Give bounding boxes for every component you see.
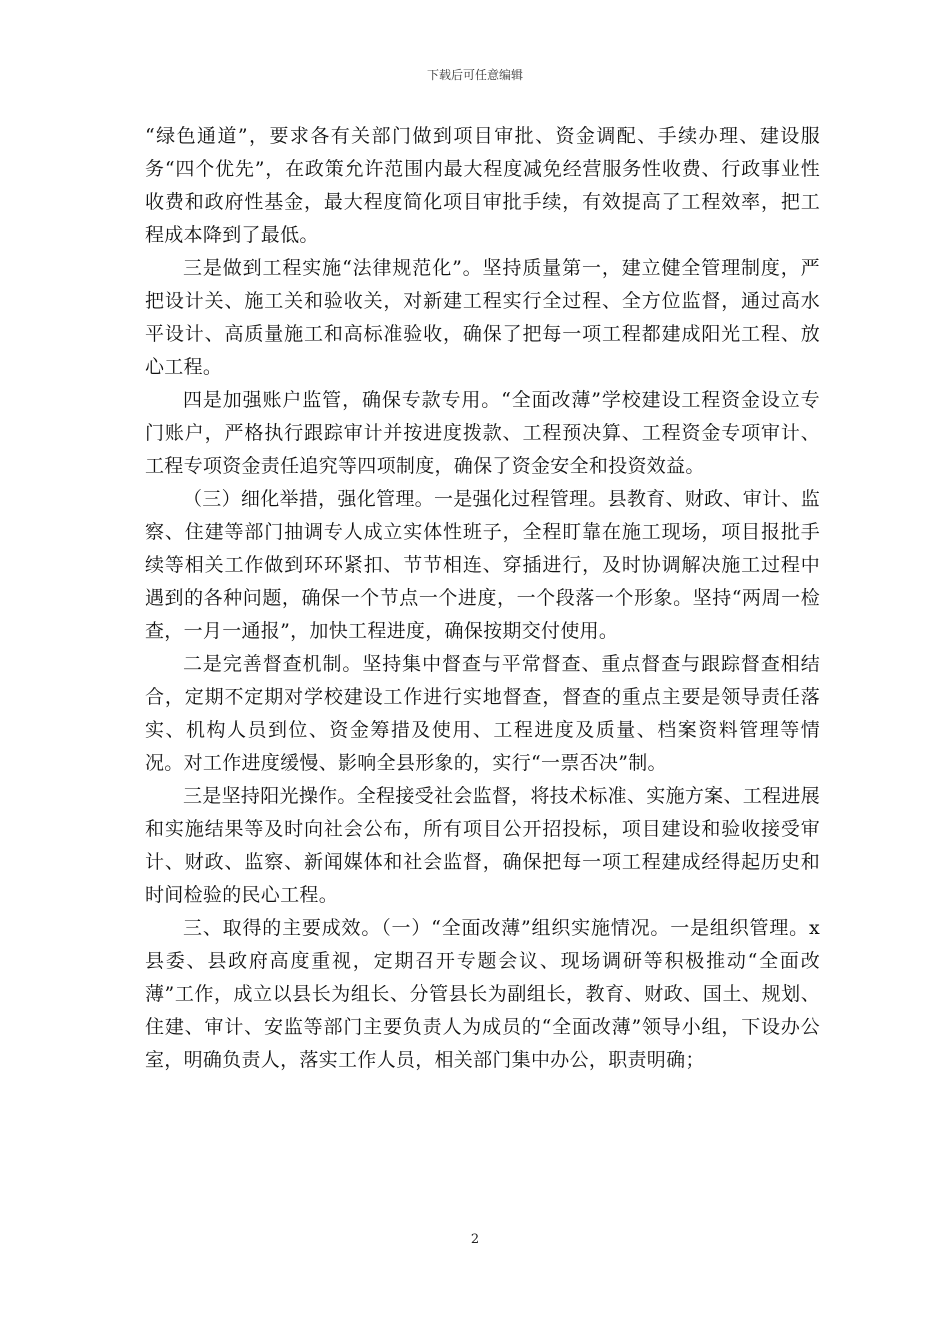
paragraph-green-channel: “绿色通道”，要求各有关部门做到项目审批、资金调配、手续办理、建设服务“四个优先”，在政策允许范围内最大程度减免经营服务性收费、行政事业性收费和政府性基金，最大程度简化项目审批手续，有效提高了工程效率，把工程成本降到了最低。 bbox=[145, 125, 820, 246]
paragraph-main-achievements: 三、取得的主要成效。（一）“全面改薄”组织实施情况。一是组织管理。x县委、县政府高度重视，定期召开专题会议、现场调研等积极推动“全面改薄”工作，成立以县长为组长、分管县长为副组长，教育、财政、国土、规划、住建、审计、安监等部门主要负责人为成员的“全面改薄”领导小组，下设办公室，明确负责人，落实工作人员，相关部门集中办公，职责明确； bbox=[145, 917, 820, 1071]
paragraph-refine-measures: （三）细化举措，强化管理。一是强化过程管理。县教育、财政、审计、监察、住建等部门抽调专人成立实体性班子，全程盯靠在施工现场，项目报批手续等相关工作做到环环紧扣、节节相连、穿插进行，及时协调解决施工过程中遇到的各种问题，确保一个节点一个进度，一个段落一个形象。坚持“两周一检查，一月一通报”，加快工程进度，确保按期交付使用。 bbox=[145, 488, 820, 642]
paragraph-legal-standardization: 三是做到工程实施“法律规范化”。坚持质量第一，建立健全管理制度，严把设计关、施工关和验收关，对新建工程实行全过程、全方位监督，通过高水平设计、高质量施工和高标准验收，确保了把每一项工程都建成阳光工程、放心工程。 bbox=[145, 257, 820, 378]
page-number: 2 bbox=[470, 1232, 480, 1247]
paragraph-sunshine-operation: 三是坚持阳光操作。全程接受社会监督，将技术标准、实施方案、工程进展和实施结果等及时向社会公布，所有项目公开招投标，项目建设和验收接受审计、财政、监察、新闻媒体和社会监督，确保把每一项工程建成经得起历史和时间检验的民心工程。 bbox=[145, 785, 820, 906]
paragraph-supervision-mechanism: 二是完善督查机制。坚持集中督查与平常督查、重点督查与跟踪督查相结合，定期不定期对学校建设工作进行实地督查，督查的重点主要是领导责任落实、机构人员到位、资金筹措及使用、工程进度及质量、档案资料管理等情况。对工作进度缓慢、影响全县形象的，实行“一票否决”制。 bbox=[145, 653, 820, 774]
page-header: 下载后可任意编辑 bbox=[426, 68, 523, 82]
paragraph-account-supervision: 四是加强账户监管，确保专款专用。“全面改薄”学校建设工程资金设立专门账户，严格执行跟踪审计并按进度拨款、工程预决算、工程资金专项审计、工程专项资金责任追究等四项制度，确保了资金安全和投资效益。 bbox=[145, 389, 820, 477]
document-body bbox=[145, 120, 820, 1077]
